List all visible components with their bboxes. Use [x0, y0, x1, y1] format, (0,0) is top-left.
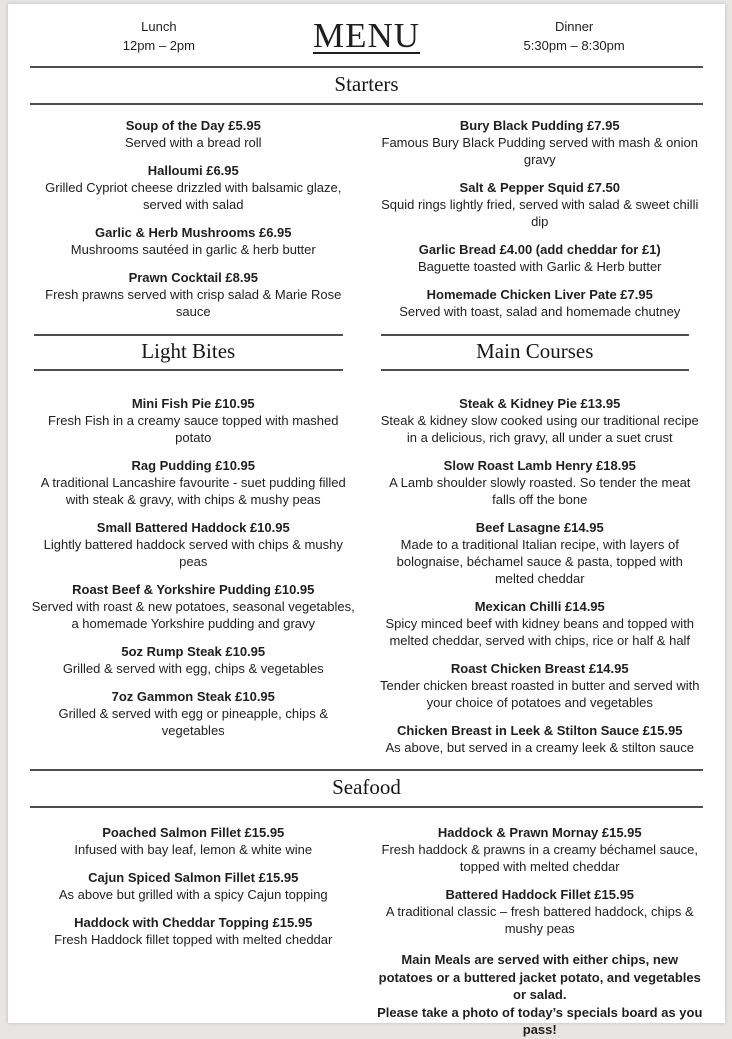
item-description: A Lamb shoulder slowly roasted. So tender the meat falls off the bone [389, 475, 691, 507]
starters-title: Starters [334, 72, 399, 96]
item-name: Bury Black Pudding £7.95 [459, 118, 620, 133]
section-header-seafood [30, 769, 703, 808]
page-title: MENU [312, 16, 421, 55]
item-description: Served with roast & new potatoes, seasonal vegetables, a homemade Yorkshire pudding and gravy [31, 599, 355, 631]
item-name: Roast Chicken Breast £14.95 [450, 661, 629, 676]
menu-item-bury-black-pudding [377, 117, 704, 168]
section-header-starters [30, 66, 703, 105]
upper-columns [30, 105, 703, 767]
menu-item-haddock-prawn-mornay [377, 824, 704, 875]
menu-item-battered-haddock-fillet [377, 886, 704, 937]
item-name: Garlic & Herb Mushrooms £6.95 [94, 225, 292, 240]
item-name: 7oz Gammon Steak £10.95 [111, 689, 275, 704]
item-name: Haddock with Cheddar Topping £15.95 [74, 915, 313, 930]
item-name: Rag Pudding £10.95 [131, 458, 256, 473]
item-description: A traditional classic – fresh battered haddock, chips & mushy peas [385, 904, 694, 936]
item-name: Steak & Kidney Pie £13.95 [459, 396, 621, 411]
item-description: Steak & kidney slow cooked using our traditional recipe in a delicious, rich gravy, all under a suet crust [380, 413, 699, 445]
menu-item-garlic-bread [377, 241, 704, 275]
section-header-main-courses [381, 334, 690, 371]
item-name: Mini Fish Pie £10.95 [131, 396, 255, 411]
menu-item-rag-pudding [30, 457, 357, 508]
item-description: Famous Bury Black Pudding served with mash & onion gravy [381, 135, 698, 167]
item-description: Grilled & served with egg or pineapple, chips & vegetables [58, 706, 329, 738]
item-description: Fresh prawns served with crisp salad & Marie Rose sauce [45, 287, 342, 319]
page-header [30, 12, 703, 66]
menu-item-haddock-cheddar [30, 914, 357, 948]
item-description: Lightly battered haddock served with chips & mushy peas [43, 537, 343, 569]
item-name: Battered Haddock Fillet £15.95 [445, 887, 635, 902]
item-name: Prawn Cocktail £8.95 [128, 270, 258, 285]
item-description: Fresh Haddock fillet topped with melted cheddar [54, 932, 333, 947]
item-description: A traditional Lancashire favourite - suet pudding filled with steak & gravy, with chips & mushy peas [40, 475, 346, 507]
item-name: Small Battered Haddock £10.95 [96, 520, 290, 535]
item-name: Homemade Chicken Liver Pate £7.95 [426, 287, 653, 302]
item-description: Squid rings lightly fried, served with salad & sweet chilli dip [381, 197, 699, 229]
item-name: Soup of the Day £5.95 [125, 118, 261, 133]
menu-item-salt-pepper-squid [377, 179, 704, 230]
item-description: Fresh Fish in a creamy sauce topped with mashed potato [48, 413, 339, 445]
menu-item-mini-fish-pie [30, 395, 357, 446]
seafood-left-column [30, 824, 357, 1039]
seafood-columns [30, 808, 703, 1039]
lunch-hours [60, 17, 258, 55]
footer-note-line1: Main Meals are served with either chips, new potatoes or a buttered jacket potato, and vegetables or salad. [378, 952, 701, 1002]
menu-item-beef-lasagne [377, 519, 704, 587]
light-bites-title: Light Bites [141, 339, 236, 363]
item-description: Mushrooms sautéed in garlic & herb butter [70, 242, 316, 257]
lunch-times: 12pm – 2pm [122, 38, 195, 53]
item-description: Spicy minced beef with kidney beans and topped with melted cheddar, served with chips, rice or half & half [385, 616, 695, 648]
item-name: Salt & Pepper Squid £7.50 [459, 180, 620, 195]
menu-item-steak-kidney-pie [377, 395, 704, 446]
item-description: Made to a traditional Italian recipe, with layers of bolognaise, béchamel sauce & pasta, topped with melted cheddar [396, 537, 683, 586]
item-description: Fresh haddock & prawns in a creamy béchamel sauce, topped with melted cheddar [381, 842, 698, 874]
item-name: Garlic Bread £4.00 (add cheddar for £1) [418, 242, 661, 257]
menu-item-cajun-salmon [30, 869, 357, 903]
menu-item-soup [30, 117, 357, 151]
item-description: Grilled Cypriot cheese drizzled with balsamic glaze, served with salad [45, 180, 342, 212]
item-description: As above, but served in a creamy leek & stilton sauce [385, 740, 695, 755]
menu-item-roast-beef-yorkshire [30, 581, 357, 632]
menu-item-chicken-liver-pate [377, 286, 704, 320]
menu-item-mexican-chilli [377, 598, 704, 649]
right-column [377, 117, 704, 767]
item-description: Baguette toasted with Garlic & Herb butter [417, 259, 662, 274]
item-name: Mexican Chilli £14.95 [474, 599, 605, 614]
item-name: 5oz Rump Steak £10.95 [121, 644, 266, 659]
item-description: Grilled & served with egg, chips & vegetables [62, 661, 324, 676]
item-description: Served with toast, salad and homemade chutney [399, 304, 681, 319]
menu-item-rump-steak [30, 643, 357, 677]
item-description: Tender chicken breast roasted in butter and served with your choice of potatoes and vegetables [380, 678, 700, 710]
footer-note [377, 951, 704, 1039]
item-name: Cajun Spiced Salmon Fillet £15.95 [88, 870, 299, 885]
menu-item-prawn-cocktail [30, 269, 357, 320]
menu-item-chicken-leek-stilton [377, 722, 704, 756]
menu-item-garlic-herb-mushrooms [30, 224, 357, 258]
item-name: Halloumi £6.95 [147, 163, 239, 178]
menu-item-poached-salmon [30, 824, 357, 858]
menu-item-gammon-steak [30, 688, 357, 739]
main-courses-title: Main Courses [476, 339, 594, 363]
menu-item-lamb-henry [377, 457, 704, 508]
item-name: Roast Beef & Yorkshire Pudding £10.95 [72, 582, 315, 597]
item-name: Beef Lasagne £14.95 [475, 520, 604, 535]
seafood-title: Seafood [332, 775, 401, 799]
item-description: As above but grilled with a spicy Cajun topping [58, 887, 328, 902]
item-name: Haddock & Prawn Mornay £15.95 [437, 825, 642, 840]
left-column [30, 117, 357, 767]
item-name: Poached Salmon Fillet £15.95 [102, 825, 285, 840]
dinner-hours [475, 17, 673, 55]
item-name: Chicken Breast in Leek & Stilton Sauce £15.95 [397, 723, 683, 738]
dinner-label: Dinner [554, 19, 594, 34]
menu-item-roast-chicken-breast [377, 660, 704, 711]
dinner-times: 5:30pm – 8:30pm [523, 38, 625, 53]
lunch-label: Lunch [141, 19, 177, 34]
item-description: Infused with bay leaf, lemon & white wine [74, 842, 313, 857]
item-description: Served with a bread roll [124, 135, 262, 150]
menu-item-halloumi [30, 162, 357, 213]
menu-page [8, 4, 725, 1037]
footer-note-line2: Please take a photo of today’s specials board as you pass! [377, 1004, 703, 1037]
item-name: Slow Roast Lamb Henry £18.95 [443, 458, 636, 473]
menu-item-small-battered-haddock [30, 519, 357, 570]
section-header-light-bites [34, 334, 343, 371]
seafood-right-column [377, 824, 704, 1039]
